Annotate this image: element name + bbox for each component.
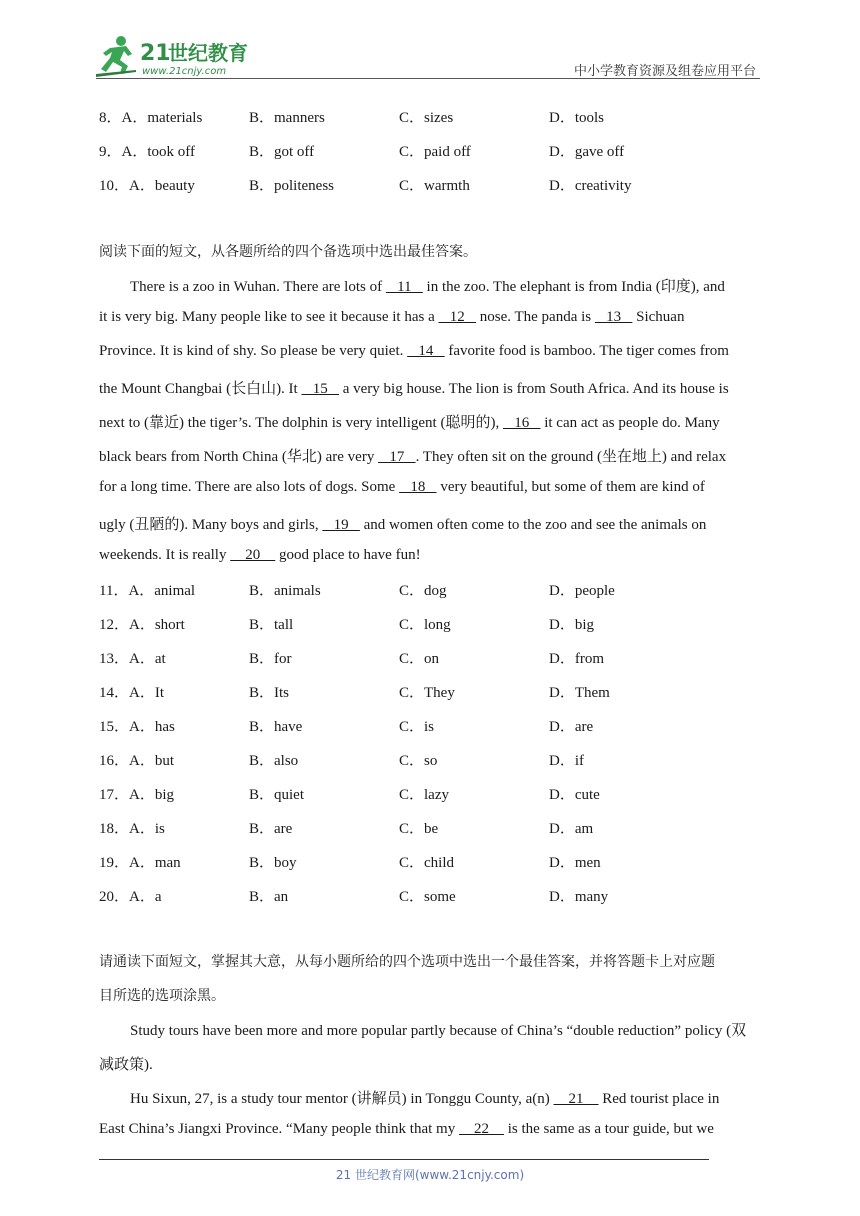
option-d: D．men — [549, 855, 601, 871]
option-c: C．paid off — [399, 144, 471, 160]
option-b: B．manners — [249, 110, 325, 126]
passage-line — [99, 377, 761, 398]
blank-12: 12 — [438, 309, 476, 325]
option-c: C．dog — [399, 583, 447, 599]
passage-text: nose. The panda is — [476, 309, 595, 325]
option-c: C．be — [399, 821, 439, 837]
passage-text: East China’s Jiangxi Province. “Many people think that my — [99, 1121, 459, 1137]
passage-text: in the zoo. The elephant is from India (印度), and — [422, 279, 725, 295]
blank-22: 22 — [458, 1121, 504, 1137]
option-d: D．gave off — [549, 144, 625, 160]
instruction-3-line1: 请通读下面短文，掌握其大意，从每小题所给的四个选项中选出一个最佳答案，并将答题卡上对应题 — [99, 954, 715, 970]
option-c: C．some — [399, 889, 456, 905]
passage-text: is the same as a tour guide, but we — [503, 1121, 714, 1137]
blank-19: 19 — [322, 517, 360, 533]
passage-text: next to (靠近) the tiger’s. The dolphin is very intelligent (聪明的), — [99, 415, 503, 431]
option-b: B．got off — [249, 144, 315, 160]
option-b: B．for — [249, 651, 292, 667]
passage-text: favorite food is bamboo. The tiger comes from — [444, 343, 729, 359]
passage-text: very beautiful, but some of them are kind of — [436, 479, 705, 495]
passage-text: There is a zoo in Wuhan. There are lots of — [130, 279, 386, 295]
passage-text: Hu Sixun, 27, is a study tour mentor (讲解员) in Tonggu County, a(n) — [130, 1091, 554, 1107]
passage-text: ugly (丑陋的). Many boys and girls, — [99, 517, 323, 533]
option-a: 17．A．big — [99, 787, 175, 803]
passage-text: for a long time. There are also lots of dogs. Some — [99, 479, 400, 495]
passage-3-p1-line2: 减政策). — [99, 1057, 153, 1073]
platform-title: 中小学教育资源及组卷应用平台 — [573, 64, 756, 79]
option-d: D．people — [549, 583, 615, 599]
passage-3-p2-line2 — [99, 1121, 761, 1138]
option-c: C．sizes — [399, 110, 454, 126]
passage-text: black bears from North China (华北) are very — [99, 449, 379, 465]
option-a: 15．A．has — [99, 719, 175, 735]
instruction-3-line2: 目所选的选项涂黑。 — [99, 988, 225, 1004]
blank-15: 15 — [301, 381, 339, 397]
passage-line — [99, 547, 761, 564]
option-a: 12．A．short — [99, 617, 185, 633]
passage-text: Province. It is kind of shy. So please be very quiet. — [99, 343, 408, 359]
instruction-2: 阅读下面的短文，从各题所给的四个备选项中选出最佳答案。 — [99, 244, 477, 260]
option-a: 20．A．a — [99, 889, 162, 905]
svg-text:世纪教育: 世纪教育 — [168, 41, 248, 65]
svg-text:www.21cnjy.com: www.21cnjy.com — [142, 66, 227, 77]
blank-20: 20 — [230, 547, 276, 563]
option-c: C．so — [399, 753, 438, 769]
passage-text: good place to have fun! — [275, 547, 421, 563]
passage-text: weekends. It is really — [99, 547, 231, 563]
option-a: 14．A．It — [99, 685, 164, 701]
site-logo — [96, 34, 266, 78]
option-d: D．if — [549, 753, 584, 769]
svg-text:21: 21 — [140, 41, 171, 66]
option-c: C．child — [399, 855, 454, 871]
blank-18: 18 — [399, 479, 437, 495]
option-b: B．also — [249, 753, 299, 769]
option-c: C．warmth — [399, 178, 470, 194]
passage-text: Red tourist place in — [598, 1091, 720, 1107]
blank-17: 17 — [378, 449, 416, 465]
option-c: C．They — [399, 685, 455, 701]
option-d: D．are — [549, 719, 594, 735]
header-divider — [96, 78, 760, 79]
passage-text: the Mount Changbai (长白山). It — [99, 381, 302, 397]
option-b: B．quiet — [249, 787, 304, 803]
option-a: 8．A．materials — [99, 110, 203, 126]
option-a: 19．A．man — [99, 855, 181, 871]
option-b: B．an — [249, 889, 289, 905]
passage-line — [130, 275, 760, 296]
passage-line — [99, 513, 761, 534]
footer-divider — [99, 1159, 709, 1160]
option-c: C．lazy — [399, 787, 449, 803]
option-d: D．from — [549, 651, 604, 667]
option-a: 10．A．beauty — [99, 178, 195, 194]
passage-line — [99, 445, 761, 466]
option-a: 16．A．but — [99, 753, 175, 769]
option-a: 18．A．is — [99, 821, 165, 837]
option-b: B．politeness — [249, 178, 334, 194]
option-b: B．boy — [249, 855, 297, 871]
passage-text: a very big house. The lion is from South Africa. And its house is — [338, 381, 729, 397]
footer-text: 21 世纪教育网(www.21cnjy.com) — [335, 1168, 525, 1182]
passage-3-p2-line1 — [130, 1087, 760, 1108]
option-a: 11．A．animal — [99, 583, 196, 599]
option-d: D．cute — [549, 787, 600, 803]
option-d: D．am — [549, 821, 594, 837]
option-b: B．tall — [249, 617, 294, 633]
option-a: 13．A．at — [99, 651, 166, 667]
blank-14: 14 — [407, 343, 445, 359]
blank-13: 13 — [594, 309, 633, 325]
passage-text: and women often come to the zoo and see the animals on — [359, 517, 707, 533]
passage-line — [99, 309, 761, 326]
option-c: C．long — [399, 617, 451, 633]
blank-16: 16 — [502, 415, 541, 431]
option-a: 9．A．took off — [99, 144, 195, 160]
runner-icon — [96, 36, 136, 77]
passage-text: it can act as people do. Many — [540, 415, 720, 431]
passage-line — [99, 343, 761, 360]
passage-3-p1-line1: Study tours have been more and more popular partly because of China’s “double reduction” policy (双 — [130, 1023, 747, 1039]
passage-line — [99, 479, 761, 496]
option-d: D．many — [549, 889, 609, 905]
option-b: B．Its — [249, 685, 290, 701]
page-header — [0, 0, 860, 80]
option-b: B．animals — [249, 583, 321, 599]
option-b: B．are — [249, 821, 293, 837]
blank-11: 11 — [385, 279, 423, 295]
option-d: D．creativity — [549, 178, 632, 194]
passage-text: Sichuan — [632, 309, 685, 325]
passage-text: . They often sit on the ground (坐在地上) and relax — [415, 449, 727, 465]
option-c: C．is — [399, 719, 435, 735]
option-c: C．on — [399, 651, 440, 667]
passage-line — [99, 411, 761, 432]
option-d: D．big — [549, 617, 595, 633]
option-d: D．tools — [549, 110, 605, 126]
passage-text: it is very big. Many people like to see it because it has a — [99, 309, 439, 325]
option-b: B．have — [249, 719, 303, 735]
option-d: D．Them — [549, 685, 610, 701]
blank-21: 21 — [553, 1091, 599, 1107]
